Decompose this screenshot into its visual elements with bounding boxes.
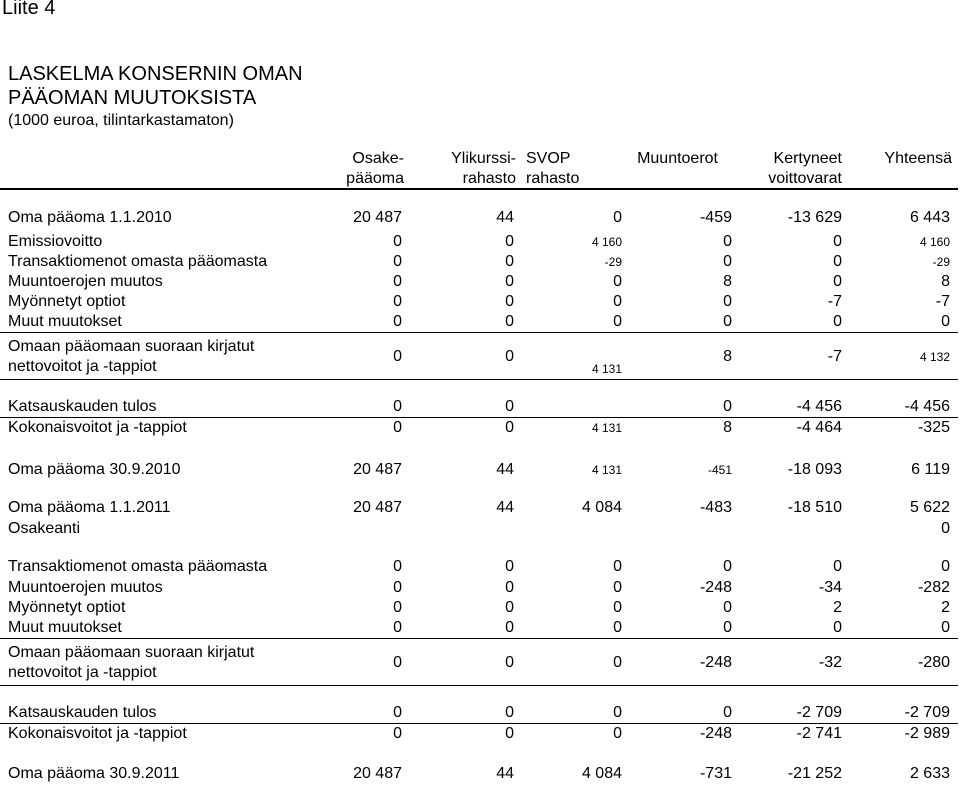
row-label (8, 578, 163, 598)
table-row (0, 764, 958, 784)
document-title (8, 62, 303, 110)
row-label (8, 337, 254, 377)
value-cell: 0 (393, 253, 402, 270)
value-cell: 0 (833, 273, 842, 290)
value-cell: 0 (613, 725, 622, 742)
value-cell: 0 (505, 579, 514, 596)
value-cell: 0 (505, 293, 514, 310)
table-row (0, 703, 958, 724)
value-cell: 2 (941, 599, 950, 616)
value-cell: -2 989 (904, 725, 950, 742)
value-cell: 0 (505, 233, 514, 250)
row-label (8, 418, 187, 438)
row-label (8, 598, 125, 618)
value-cell: 0 (613, 293, 622, 310)
value-cell: 2 633 (909, 765, 950, 782)
value-cell: 0 (833, 313, 842, 330)
row-label (8, 208, 172, 228)
row-label-line: Myönnetyt optiot (8, 293, 126, 310)
value-cell: 0 (393, 725, 402, 742)
value-cell: -451 (707, 463, 732, 477)
row-label-line: Myönnetyt optiot (8, 599, 126, 616)
value-cell: 44 (496, 765, 514, 782)
column-header-muuntoerot: Muuntoerot (637, 150, 718, 167)
value-cell: 44 (496, 499, 514, 516)
row-label (8, 724, 187, 744)
value-cell: 0 (613, 313, 622, 330)
table-row (0, 460, 958, 480)
value-cell: 0 (613, 654, 622, 671)
value-cell: -280 (917, 654, 950, 671)
value-cell: -4 456 (796, 398, 842, 415)
value-cell: 5 622 (909, 499, 950, 516)
value-cell: 0 (505, 419, 514, 436)
row-label (8, 252, 267, 272)
value-cell: 0 (505, 398, 514, 415)
table-row (0, 397, 958, 418)
value-cell: 0 (393, 313, 402, 330)
table-row (0, 498, 958, 518)
value-cell: 4 160 (591, 235, 622, 249)
value-cell: 0 (941, 520, 950, 537)
table-row (0, 643, 958, 686)
value-cell: 0 (393, 233, 402, 250)
document-subtitle: (1000 euroa, tilintarkastamaton) (8, 112, 234, 129)
column-header-osakepaaoma: Osake- pääoma (346, 150, 404, 187)
value-cell: 0 (833, 233, 842, 250)
row-label (8, 232, 102, 252)
row-label-line: Katsauskauden tulos (8, 398, 157, 415)
table-row (0, 312, 958, 333)
value-cell: -2 709 (904, 704, 950, 721)
value-cell: 0 (393, 654, 402, 671)
value-cell: 0 (393, 558, 402, 575)
value-cell: -248 (699, 654, 732, 671)
value-cell: 0 (941, 313, 950, 330)
value-cell: -325 (917, 419, 950, 436)
column-header-yhteensa: Yhteensä (884, 150, 952, 167)
value-cell: -2 709 (796, 704, 842, 721)
row-label-line: nettovoitot ja -tappiot (8, 664, 157, 681)
table-row (0, 292, 958, 312)
value-cell: 0 (393, 704, 402, 721)
value-cell: -34 (818, 579, 842, 596)
value-cell: 4 084 (581, 499, 622, 516)
header-divider (0, 188, 958, 190)
value-cell: 0 (613, 619, 622, 636)
value-cell: -7 (935, 293, 950, 310)
table-row (0, 578, 958, 598)
row-label-line: Muut muutokset (8, 619, 122, 636)
value-cell: 0 (723, 293, 732, 310)
value-cell: 20 487 (353, 499, 402, 516)
value-cell: 0 (613, 209, 622, 226)
value-cell: 20 487 (353, 209, 402, 226)
value-cell: 0 (613, 558, 622, 575)
value-cell: 0 (723, 599, 732, 616)
row-label-line: Oma pääoma 30.9.2011 (8, 765, 180, 782)
row-label (8, 312, 122, 332)
column-header-ylikurssirahasto: Ylikurssi- rahasto (451, 150, 516, 187)
value-cell: 44 (496, 461, 514, 478)
value-cell: -282 (917, 579, 950, 596)
value-cell: 0 (393, 273, 402, 290)
value-cell: -4 456 (904, 398, 950, 415)
row-label (8, 703, 157, 723)
value-cell: 0 (505, 599, 514, 616)
value-cell: 4 131 (591, 463, 622, 477)
title-line: LASKELMA KONSERNIN OMAN (8, 63, 303, 85)
appendix-label: Liite 4 (2, 0, 56, 19)
value-cell: 8 (723, 419, 732, 436)
value-cell: 0 (833, 619, 842, 636)
value-cell: 4 131 (591, 421, 622, 435)
value-cell: 2 (833, 599, 842, 616)
value-cell: 0 (393, 419, 402, 436)
value-cell: 0 (723, 398, 732, 415)
value-cell: 4 160 (919, 235, 950, 249)
value-cell: 4 131 (591, 362, 622, 376)
row-label-line: Omaan pääomaan suoraan kirjatut (8, 644, 255, 661)
value-cell: 0 (941, 558, 950, 575)
value-cell: -18 510 (787, 499, 842, 516)
value-cell: -459 (699, 209, 732, 226)
value-cell: 0 (723, 233, 732, 250)
table-row (0, 557, 958, 577)
row-label (8, 272, 163, 292)
value-cell: 0 (723, 313, 732, 330)
table-row (0, 337, 958, 380)
row-label (8, 292, 125, 312)
value-cell: 0 (833, 253, 842, 270)
value-cell: 0 (505, 313, 514, 330)
value-cell: 0 (613, 579, 622, 596)
value-cell: 8 (723, 348, 732, 365)
value-cell: 0 (393, 599, 402, 616)
row-label-line: Muut muutokset (8, 313, 122, 330)
value-cell: -32 (818, 654, 842, 671)
row-label (8, 397, 157, 417)
row-label-line: Kokonaisvoitot ja -tappiot (8, 419, 187, 436)
row-label-line: Kokonaisvoitot ja -tappiot (8, 725, 187, 742)
table-row (0, 618, 958, 639)
value-cell: 0 (393, 348, 402, 365)
value-cell: -7 (827, 293, 842, 310)
value-cell: 0 (505, 619, 514, 636)
column-header-kertyneet-voittovarat: Kertyneet voittovarat (768, 150, 842, 187)
value-cell: 0 (505, 253, 514, 270)
row-label-line: Transaktiomenot omasta pääomasta (8, 558, 268, 575)
value-cell: -4 464 (796, 419, 842, 436)
value-cell: 0 (941, 619, 950, 636)
table-row (0, 252, 958, 272)
value-cell: 44 (496, 209, 514, 226)
value-cell: 0 (393, 293, 402, 310)
value-cell: -2 741 (796, 725, 842, 742)
value-cell: 0 (505, 704, 514, 721)
row-label (8, 557, 267, 577)
row-label-line: nettovoitot ja -tappiot (8, 358, 157, 375)
value-cell: 0 (505, 273, 514, 290)
value-cell: 6 443 (909, 209, 950, 226)
value-cell: 0 (505, 348, 514, 365)
value-cell: 0 (723, 558, 732, 575)
row-label (8, 618, 122, 638)
row-label-line: Muuntoerojen muutos (8, 273, 163, 290)
row-label (8, 519, 80, 539)
value-cell: 0 (723, 253, 732, 270)
row-label-line: Emissiovoitto (8, 233, 103, 250)
value-cell: -248 (699, 579, 732, 596)
value-cell: 8 (941, 273, 950, 290)
value-cell: 0 (723, 704, 732, 721)
value-cell: 0 (505, 654, 514, 671)
value-cell: -731 (699, 765, 732, 782)
value-cell: 0 (505, 558, 514, 575)
value-cell: -18 093 (787, 461, 842, 478)
value-cell: 0 (613, 704, 622, 721)
row-label (8, 764, 179, 784)
value-cell: 6 119 (911, 461, 950, 478)
value-cell: 0 (723, 619, 732, 636)
value-cell: -29 (604, 255, 622, 269)
table-row (0, 724, 958, 744)
value-cell: 20 487 (353, 765, 402, 782)
value-cell: -29 (932, 255, 950, 269)
value-cell: 0 (505, 725, 514, 742)
table-row (0, 598, 958, 618)
row-label-line: Oma pääoma 1.1.2010 (8, 209, 172, 226)
value-cell: -483 (699, 499, 732, 516)
value-cell: 0 (833, 558, 842, 575)
value-cell: 0 (393, 398, 402, 415)
value-cell: 0 (613, 599, 622, 616)
value-cell: 0 (393, 579, 402, 596)
row-label-line: Oma pääoma 1.1.2011 (8, 499, 171, 516)
value-cell: 0 (613, 273, 622, 290)
value-cell: 4 132 (919, 350, 950, 364)
row-label (8, 643, 254, 683)
row-label-line: Oma pääoma 30.9.2010 (8, 461, 181, 478)
table-row (0, 208, 958, 228)
value-cell: 0 (393, 619, 402, 636)
title-line: PÄÄOMAN MUUTOKSISTA (8, 87, 257, 109)
table-row (0, 232, 958, 252)
row-label-line: Muuntoerojen muutos (8, 579, 163, 596)
row-label (8, 498, 170, 518)
value-cell: 20 487 (353, 461, 402, 478)
table-row (0, 272, 958, 292)
value-cell: -13 629 (787, 209, 842, 226)
table-row (0, 418, 958, 438)
value-cell: -248 (699, 725, 732, 742)
row-label-line: Katsauskauden tulos (8, 704, 157, 721)
column-header-svop-rahasto: SVOP rahasto (526, 150, 580, 187)
row-label-line: Osakeanti (8, 520, 81, 537)
value-cell: -7 (827, 348, 842, 365)
row-label (8, 460, 181, 480)
value-cell: 8 (723, 273, 732, 290)
table-row (0, 519, 958, 539)
value-cell: -21 252 (787, 765, 842, 782)
row-label-line: Omaan pääomaan suoraan kirjatut (8, 338, 255, 355)
value-cell: 4 084 (581, 765, 622, 782)
row-label-line: Transaktiomenot omasta pääomasta (8, 253, 268, 270)
